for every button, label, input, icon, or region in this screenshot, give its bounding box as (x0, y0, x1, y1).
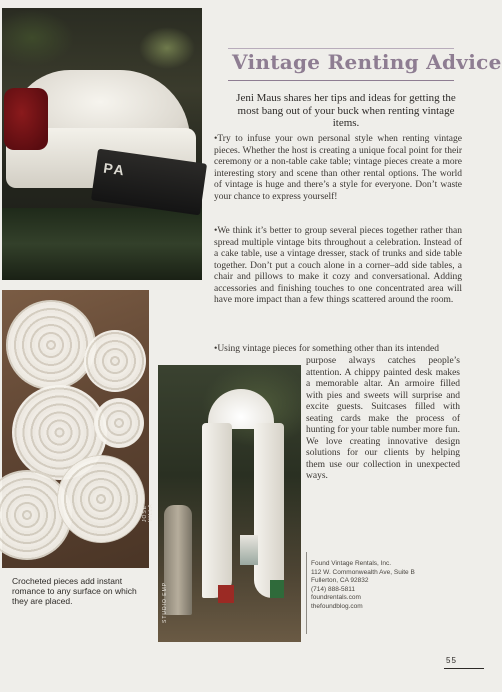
crocheted-doily-photo (2, 290, 154, 568)
doily-caption: Crocheted pieces add instant romance to any surface on which they are placed. (12, 576, 137, 606)
vintage-couch-photo (2, 8, 202, 280)
vendor-divider (306, 552, 307, 634)
tip-paragraph-3-lead: •Using vintage pieces for something other than its intended (214, 344, 439, 354)
vendor-phone: (714) 888-5811 (311, 585, 355, 593)
green-box (270, 580, 284, 598)
canopy-drape-left (202, 423, 232, 598)
canopy-altar-photo (158, 365, 301, 642)
headline-rule-top (228, 48, 454, 49)
vendor-info (311, 560, 461, 611)
vendor-address-line-2: Fullerton, CA 92832 (311, 577, 369, 584)
red-box (218, 585, 234, 603)
tip-paragraph-2: •We think it’s better to group several pieces together rather than spread multiple vintage bits throughout a celebration. Instead of a cake table, use a vintage dresser, stack of trunks and side table together. Don’t put a couch alone in a corner–add side tables, a chair and pillows to make it cozy and conversational. Adding accessories and finishing touches to one concentrated area will have more impact than a few things scattered around the room. (214, 226, 462, 305)
photo-credit: STUDIO EMP (162, 581, 168, 623)
article-intro: Jeni Maus shares her tips and ideas for getting the most bang out of your buck when renting vintage items. (236, 92, 456, 129)
doily (84, 330, 146, 392)
doily (6, 300, 96, 390)
photo-credit: JOSE VILLA (142, 503, 154, 522)
vendor-name: Found Vintage Rentals, Inc. (311, 560, 392, 567)
red-pillow (4, 88, 48, 150)
stone-fountain (164, 505, 192, 615)
tip-paragraph-3-rest: purpose always catches people’s attention. A chippy painted desk makes a memorable altar. An armoire filled with pies and sweets will surprise and excite guests. Suitcases filled with seating cards make the process of hunting for your table number more fun. We love creating innovative design solutions for our clients by helping them use our collection in unexpected ways. (306, 356, 460, 481)
doily (57, 455, 145, 543)
cake-display (240, 535, 258, 565)
page-number: 55 (446, 656, 457, 665)
vendor-address-line-1: 112 W. Commonwealth Ave, Suite B (311, 568, 415, 576)
canopy-drape-right (254, 423, 284, 598)
grass-ground (2, 208, 202, 280)
vendor-website: foundrentals.com (311, 594, 361, 601)
tip-paragraph-1: •Try to infuse your own personal style when renting vintage pieces. Whether the host is creating a unique focal point for their ceremony or a non-table cake table; vintage pieces create a more interesting story and scene than other rental options. The world of vintage is huge and there’s a style for everyone. Don’t waste your chance to express yourself! (214, 134, 462, 202)
folio-rule (444, 668, 484, 669)
trunk-lettering: PA (102, 159, 127, 179)
doily (94, 398, 144, 448)
article-title: Vintage Renting Advice (232, 50, 502, 74)
headline-rule (228, 80, 454, 81)
vendor-blog: thefoundblog.com (311, 602, 363, 610)
